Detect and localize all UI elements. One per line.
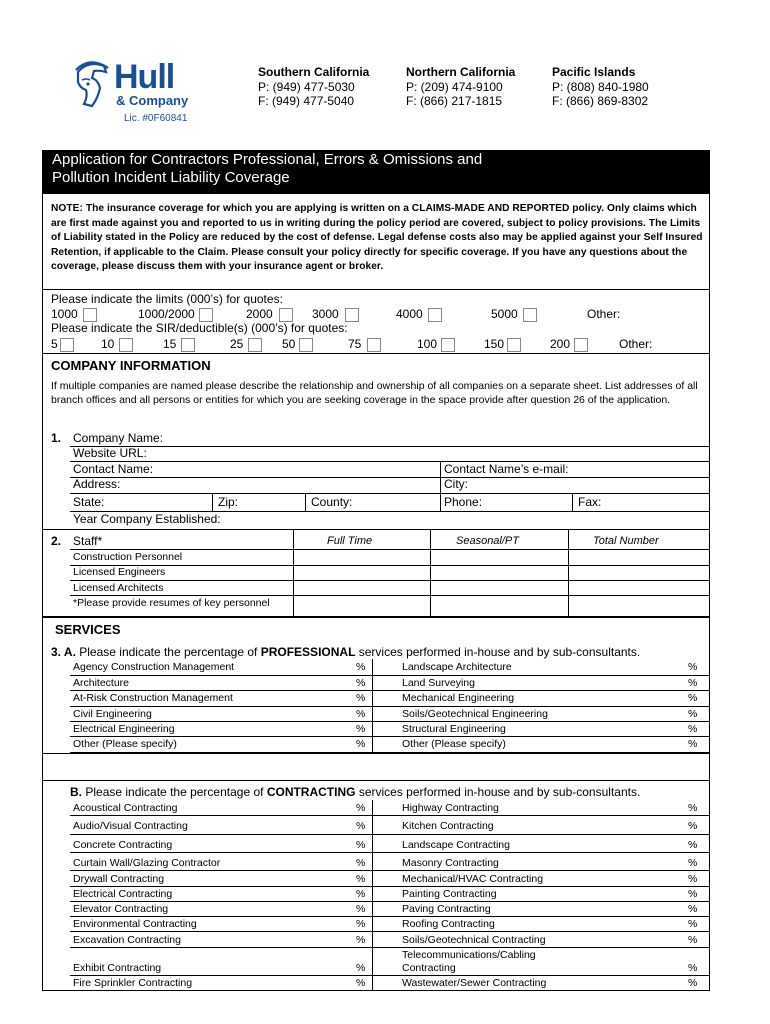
claims-made-note: NOTE: The insurance coverage for which you are applying is written on a CLAIMS-MADE AND REPORTED policy. Only claims which are first made against you and reported to us in writing during the policy period are covered, subject to policy provisions. The Limits of Liability stated in the Policy are reduced by the cost of defense. Legal defense costs also may be applied against your Self Insured Retention, if applicable to the Claim. Please consult your policy directly for specific coverage. If you have any questions about the coverage, please discuss them with your insurance agent or broker. — [51, 203, 703, 272]
sir-option-label: 75 — [348, 337, 362, 351]
row-line — [70, 901, 709, 902]
service-label: Wastewater/Sewer Contracting — [402, 977, 547, 989]
service-label: Masonry Contracting — [402, 857, 499, 869]
percent-field[interactable]: % — [688, 677, 698, 689]
sir-other-label[interactable]: Other: — [619, 337, 653, 351]
col-line — [430, 529, 431, 617]
row-line — [42, 753, 710, 754]
section-divider — [42, 616, 710, 618]
address-field[interactable]: Address: — [73, 477, 121, 491]
percent-field[interactable]: % — [356, 708, 366, 720]
limit-1000-2000-checkbox[interactable] — [199, 308, 213, 322]
staff-row-label: Licensed Architects — [73, 582, 164, 594]
service-label: Elevator Contracting — [73, 903, 169, 915]
percent-field[interactable]: % — [356, 888, 366, 900]
sir-15-checkbox[interactable] — [181, 338, 195, 352]
col-total: Total Number — [593, 535, 659, 547]
form-right-border — [709, 194, 710, 990]
col-full-time: Full Time — [327, 535, 373, 547]
percent-field[interactable]: % — [688, 839, 698, 851]
contact-name-field[interactable]: Contact Name: — [73, 462, 154, 476]
percent-field[interactable]: % — [356, 820, 366, 832]
logo-hull: Hull — [114, 58, 175, 96]
divider — [42, 289, 710, 290]
col-line — [212, 493, 213, 511]
row-line — [70, 736, 709, 737]
limit-option-label: 1000 — [51, 307, 78, 321]
row-line — [70, 852, 709, 853]
service-label: Soils/Geotechnical Engineering — [402, 708, 548, 720]
row-line — [70, 675, 709, 676]
service-label: Soils/Geotechnical Contracting — [402, 934, 546, 946]
service-label: Highway Contracting — [402, 802, 499, 814]
year-established-field[interactable]: Year Company Established: — [73, 512, 221, 526]
divider — [42, 353, 710, 354]
service-label: Roofing Contracting — [402, 918, 495, 930]
service-label: Electrical Engineering — [73, 723, 175, 735]
application-title — [42, 150, 710, 194]
contractor-mascot-icon — [70, 58, 114, 110]
logo-company: & Company — [116, 93, 189, 108]
sir-option-label: 25 — [230, 337, 244, 351]
service-label: Other (Please specify) — [73, 738, 177, 750]
office-fax: F: (866) 217-1815 — [406, 94, 503, 108]
row-line — [70, 493, 709, 494]
q3b-bold: CONTRACTING — [266, 785, 356, 799]
q3a-bold: PROFESSIONAL — [260, 645, 356, 659]
percent-field[interactable]: % — [688, 820, 698, 832]
col-seasonal: Seasonal/PT — [456, 535, 519, 547]
service-label: Contracting — [402, 962, 456, 974]
limit-4000-checkbox[interactable] — [428, 308, 442, 322]
fax-field[interactable]: Fax: — [578, 495, 602, 509]
percent-field[interactable]: % — [356, 839, 366, 851]
q3a-number: 3. A. — [51, 645, 76, 659]
service-label: Architecture — [73, 677, 130, 689]
percent-field[interactable]: % — [356, 857, 366, 869]
sir-10-checkbox[interactable] — [119, 338, 133, 352]
col-line — [305, 493, 306, 511]
row-line — [70, 721, 709, 722]
q3b-post: services performed in-house and by sub-consultants. — [355, 785, 641, 799]
col-line — [572, 493, 573, 511]
percent-field[interactable]: % — [688, 723, 698, 735]
row-line — [70, 446, 709, 447]
service-label: Mechanical/HVAC Contracting — [402, 873, 544, 885]
row-line — [70, 947, 709, 948]
sir-75-checkbox[interactable] — [367, 338, 381, 352]
sir-option-label: 200 — [550, 337, 571, 351]
percent-field[interactable]: % — [356, 738, 366, 750]
percent-field[interactable]: % — [356, 934, 366, 946]
limit-option-label: 5000 — [491, 307, 518, 321]
sir-label: Please indicate the SIR/deductible(s) (000’s) for quotes: — [51, 321, 348, 335]
row-line — [70, 706, 709, 707]
service-label: Electrical Contracting — [73, 888, 173, 900]
service-label: Paving Contracting — [402, 903, 491, 915]
staff-note: *Please provide resumes of key personnel — [73, 597, 270, 609]
q3b-pre: Please indicate the percentage of — [85, 785, 267, 799]
service-label: Exhibit Contracting — [73, 962, 162, 974]
percent-field[interactable]: % — [356, 677, 366, 689]
percent-field[interactable]: % — [688, 708, 698, 720]
q3a-post: services performed in-house and by sub-consultants. — [355, 645, 641, 659]
percent-field[interactable]: % — [356, 903, 366, 915]
row-line — [70, 565, 709, 566]
row-line — [70, 690, 709, 691]
city-field[interactable]: City: — [444, 477, 468, 491]
sir-100-checkbox[interactable] — [441, 338, 455, 352]
service-label: Curtain Wall/Glazing Contractor — [73, 857, 221, 869]
limit-option-label: 3000 — [312, 307, 339, 321]
sir-5-checkbox[interactable] — [60, 338, 74, 352]
percent-field[interactable]: % — [688, 934, 698, 946]
office-phone: P: (949) 477-5030 — [258, 80, 355, 94]
service-label: Structural Engineering — [402, 723, 506, 735]
sir-50-checkbox[interactable] — [299, 338, 313, 352]
service-label: Other (Please specify) — [402, 738, 506, 750]
company-information-heading: COMPANY INFORMATION — [51, 358, 211, 373]
col-line — [372, 800, 373, 990]
contact-email-field[interactable]: Contact Name’s e-mail: — [444, 462, 569, 476]
row-line — [70, 834, 709, 835]
sir-200-checkbox[interactable] — [574, 338, 588, 352]
percent-field[interactable]: % — [688, 873, 698, 885]
row-line — [70, 815, 709, 816]
percent-field[interactable]: % — [688, 888, 698, 900]
row-line — [70, 931, 709, 932]
office-fax: F: (866) 869-8302 — [552, 94, 649, 108]
sir-option-label: 100 — [417, 337, 438, 351]
q3b-number: B. — [70, 785, 82, 799]
percent-field[interactable]: % — [356, 661, 366, 673]
website-field[interactable]: Website URL: — [73, 446, 147, 460]
zip-field[interactable]: Zip: — [218, 495, 239, 509]
col-line — [440, 461, 441, 511]
office-name: Northern California — [406, 65, 516, 79]
state-field[interactable]: State: — [73, 495, 105, 509]
sir-25-checkbox[interactable] — [248, 338, 262, 352]
limit-option-label: 4000 — [396, 307, 423, 321]
sir-option-label: 50 — [282, 337, 296, 351]
service-label: Drywall Contracting — [73, 873, 165, 885]
col-line — [293, 529, 294, 617]
staff-row-label: Construction Personnel — [73, 551, 183, 563]
service-label: Civil Engineering — [73, 708, 152, 720]
row-line — [70, 595, 709, 596]
row-line — [70, 870, 709, 871]
title-line-2: Pollution Incident Liability Coverage — [52, 169, 290, 186]
service-label: Landscape Contracting — [402, 839, 510, 851]
row-line — [70, 916, 709, 917]
q2-number: 2. — [51, 534, 62, 548]
service-label: Mechanical Engineering — [402, 692, 515, 704]
row-line — [70, 975, 709, 976]
percent-field[interactable]: % — [688, 977, 698, 989]
logo — [70, 58, 210, 110]
services-heading: SERVICES — [55, 622, 121, 637]
sir-option-label: 10 — [101, 337, 115, 351]
percent-field[interactable]: % — [356, 802, 366, 814]
percent-field[interactable]: % — [356, 692, 366, 704]
office-phone: P: (808) 840-1980 — [552, 80, 649, 94]
office-phone: P: (209) 474-9100 — [406, 80, 503, 94]
row-line — [70, 990, 709, 991]
service-label: Kitchen Contracting — [402, 820, 494, 832]
service-label: Excavation Contracting — [73, 934, 181, 946]
phone-field[interactable]: Phone: — [444, 495, 483, 509]
limit-option-label: 2000 — [246, 307, 273, 321]
q3a-text — [51, 646, 640, 659]
service-label: Concrete Contracting — [73, 839, 173, 851]
q3a-pre: Please indicate the percentage of — [79, 645, 261, 659]
service-label: Painting Contracting — [402, 888, 497, 900]
percent-field[interactable]: % — [688, 857, 698, 869]
percent-field[interactable]: % — [356, 723, 366, 735]
office-fax: F: (949) 477-5040 — [258, 94, 355, 108]
limit-2000-checkbox[interactable] — [279, 308, 293, 322]
service-label: Telecommunications/Cabling — [402, 949, 536, 961]
q3b-text — [70, 786, 640, 799]
limits-label: Please indicate the limits (000’s) for quotes: — [51, 292, 283, 306]
service-label: Fire Sprinkler Contracting — [73, 977, 193, 989]
sir-option-label: 15 — [163, 337, 177, 351]
office-name: Pacific Islands — [552, 65, 636, 79]
company-intro: If multiple companies are named please describe the relationship and ownership of all companies on a separate sheet. List addresses of all branch offices and all persons or entities for which you are seeking coverage in the space provide after question 26 of the application. — [51, 380, 698, 406]
row-line — [70, 886, 709, 887]
limit-5000-checkbox[interactable] — [523, 308, 537, 322]
percent-field[interactable]: % — [688, 802, 698, 814]
row-line — [70, 477, 709, 478]
service-label: Environmental Contracting — [73, 918, 197, 930]
service-label: Agency Construction Management — [73, 661, 235, 673]
service-label: At-Risk Construction Management — [73, 692, 233, 704]
row-line — [42, 529, 710, 530]
sir-option-label: 150 — [484, 337, 505, 351]
form-left-border — [42, 194, 43, 990]
limit-other-label[interactable]: Other: — [587, 307, 621, 321]
title-line-1: Application for Contractors Professional, Errors & Omissions and — [52, 151, 483, 168]
office-name: Southern California — [258, 65, 370, 79]
q1-number: 1. — [51, 431, 62, 445]
company-name-field[interactable]: Company Name: — [73, 431, 164, 445]
percent-field[interactable]: % — [356, 977, 366, 989]
limit-1000-checkbox[interactable] — [83, 308, 97, 322]
percent-field[interactable]: % — [688, 903, 698, 915]
limit-option-label: 1000/2000 — [138, 307, 195, 321]
percent-field[interactable]: % — [356, 962, 366, 974]
row-line — [70, 580, 709, 581]
percent-field[interactable]: % — [356, 918, 366, 930]
percent-field[interactable]: % — [688, 692, 698, 704]
row-line — [70, 461, 709, 462]
sir-option-label: 5 — [51, 337, 58, 351]
staff-label: Staff* — [73, 534, 103, 548]
service-label: Land Surveying — [402, 677, 475, 689]
staff-row-label: Licensed Engineers — [73, 566, 166, 578]
license-number: Lic. #0F60841 — [124, 113, 188, 124]
row-line — [70, 549, 709, 550]
percent-field[interactable]: % — [688, 962, 698, 974]
percent-field[interactable]: % — [356, 873, 366, 885]
limit-3000-checkbox[interactable] — [345, 308, 359, 322]
row-line — [42, 780, 710, 781]
service-label: Acoustical Contracting — [73, 802, 178, 814]
percent-field[interactable]: % — [688, 918, 698, 930]
service-label: Audio/Visual Contracting — [73, 820, 188, 832]
sir-150-checkbox[interactable] — [507, 338, 521, 352]
county-field[interactable]: County: — [311, 495, 353, 509]
percent-field[interactable]: % — [688, 661, 698, 673]
service-label: Landscape Architecture — [402, 661, 512, 673]
col-line — [568, 529, 569, 617]
percent-field[interactable]: % — [688, 738, 698, 750]
